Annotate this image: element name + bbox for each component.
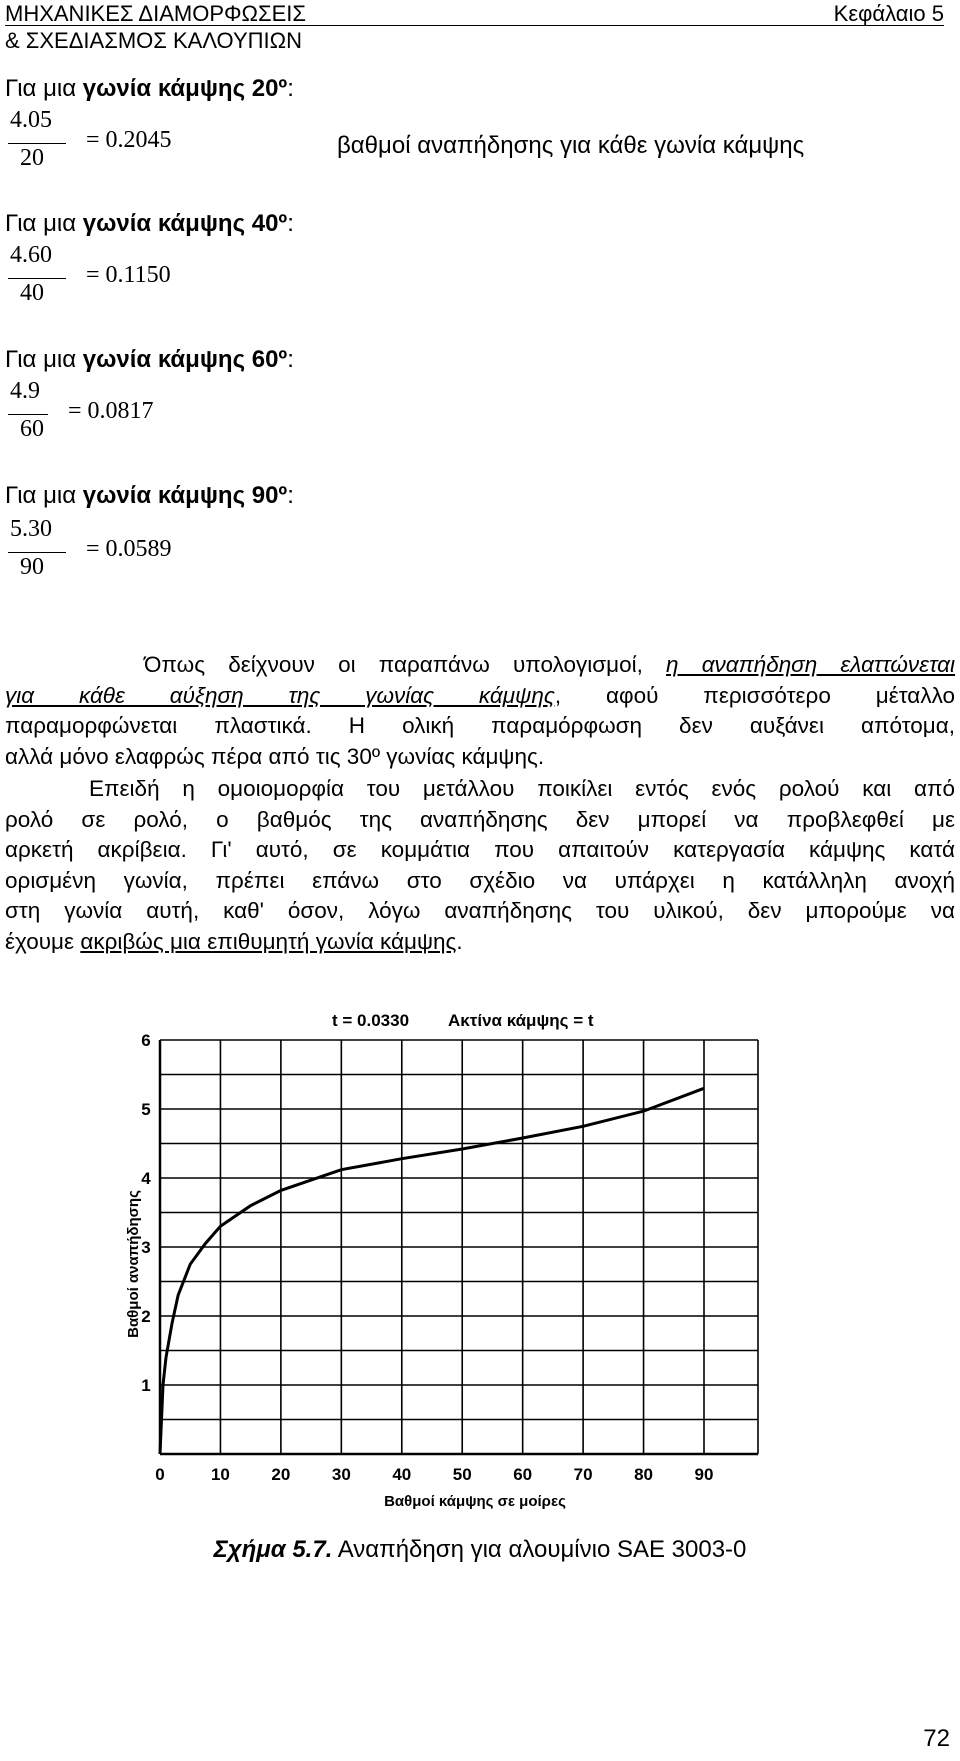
- fraction-numerator: 4.60: [10, 242, 52, 268]
- chart-title-right: Ακτίνα κάμψης = t: [448, 1011, 594, 1030]
- y-tick-label: 2: [141, 1307, 151, 1326]
- chart-x-axis-label: Βαθμοί κάμψης σε μοίρες: [384, 1493, 566, 1510]
- paragraph-line: [5, 650, 955, 681]
- header-rule: [5, 25, 944, 26]
- fraction-numerator: 4.9: [10, 378, 40, 404]
- text-run: έχουμε: [5, 928, 81, 954]
- angle-bold: γωνία κάμψης 60º: [82, 346, 288, 373]
- caption-text: Αναπήδηση για αλουμίνιο SAE 3003-0: [332, 1536, 747, 1563]
- y-tick-label: 4: [141, 1169, 151, 1188]
- angle-suffix: :: [287, 210, 294, 237]
- angle-line-40: [5, 209, 294, 239]
- text-run: .: [456, 928, 463, 954]
- fraction-numerator: 4.05: [10, 107, 52, 133]
- fraction-denominator: 20: [20, 145, 44, 171]
- paragraph-line: Επειδή η ομοιομορφία του μετάλλου ποικίλει εντός ενός ρολού και από: [89, 776, 955, 801]
- angle-bold: γωνία κάμψης 90º: [82, 482, 288, 509]
- angle-prefix: Για μια: [5, 346, 83, 373]
- page-number: 72: [923, 1725, 950, 1752]
- y-tick-label: 3: [141, 1238, 151, 1257]
- angle-line-60: [5, 345, 294, 375]
- angle-bold: γωνία κάμψης 40º: [82, 210, 288, 237]
- header-title-line2: & ΣΧΕΔΙΑΣΜΟΣ ΚΑΛΟΥΠΙΩΝ: [5, 28, 302, 53]
- header-chapter: Κεφάλαιο 5: [833, 1, 944, 26]
- header-title-line1: ΜΗΧΑΝΙΚΕΣ ΔΙΑΜΟΡΦΩΣΕΙΣ: [5, 1, 306, 26]
- x-tick-label: 70: [573, 1465, 593, 1484]
- paragraph-line: αρκετή ακρίβεια. Γι' αυτό, σε κομμάτια που απαιτούν κατεργασία κάμψης κατά: [5, 837, 955, 863]
- y-tick-label: 5: [141, 1100, 151, 1119]
- fraction-result: = 0.0817: [68, 398, 154, 424]
- emphasis-text: για κάθε αύξηση της γωνίας κάμψης: [5, 682, 555, 708]
- fraction-denominator: 40: [20, 280, 44, 306]
- paragraph-tolerance: [5, 774, 955, 958]
- x-tick-label: 50: [452, 1465, 472, 1484]
- y-tick-label: 1: [141, 1376, 151, 1395]
- paragraph-line: ορισμένη γωνία, πρέπει επάνω στο σχέδιο να υπάρχει η κατάλληλη ανοχή: [5, 867, 955, 893]
- angle-bold: γωνία κάμψης 20º: [82, 75, 288, 102]
- paragraph-line: αλλά μόνο ελαφρώς πέρα από τις 30º γωνίας κάμψης.: [5, 743, 545, 769]
- x-tick-label: 10: [210, 1465, 230, 1484]
- angle-line-90: [5, 481, 294, 511]
- fraction-denominator: 60: [20, 416, 44, 442]
- x-tick-label: 60: [513, 1465, 533, 1484]
- x-tick-label: 20: [271, 1465, 291, 1484]
- caption-label: Σχήμα 5.7.: [213, 1536, 333, 1563]
- fraction-numerator: 5.30: [10, 516, 52, 542]
- angle-prefix: Για μια: [5, 210, 83, 237]
- chart-svg: [100, 996, 800, 1516]
- angle-suffix: :: [287, 75, 294, 102]
- angle-line-20: [5, 74, 294, 104]
- emphasis-text: η αναπήδηση ελαττώνεται: [666, 652, 955, 677]
- paragraph-line: [5, 681, 955, 712]
- paragraph-springback-decrease: [5, 650, 955, 772]
- x-tick-label: 40: [392, 1465, 412, 1484]
- underlined-text: ακριβώς μια επιθυμητή γωνία κάμψης: [80, 928, 457, 954]
- paragraph-line: στη γωνία αυτή, καθ' όσον, λόγω αναπήδησης του υλικού, δεν μπορούμε να: [5, 898, 955, 924]
- header-title: [5, 0, 306, 54]
- paragraph-line: παραμορφώνεται πλαστικά. Η ολική παραμόρφωση δεν αυξάνει απότομα,: [5, 713, 955, 739]
- y-tick-label: 6: [141, 1031, 151, 1050]
- fraction-denominator: 90: [20, 554, 44, 580]
- angle-suffix: :: [287, 346, 294, 373]
- x-tick-label: 90: [694, 1465, 714, 1484]
- fraction-result: = 0.1150: [86, 262, 171, 288]
- side-note: βαθμοί αναπήδησης για κάθε γωνία κάμψης: [337, 132, 805, 159]
- chart-title: t = 0.0330: [332, 1011, 410, 1030]
- paragraph-line: [5, 927, 955, 958]
- chart-ticks: [141, 1031, 713, 1484]
- paragraph-line: ρολό σε ρολό, ο βαθμός της αναπήδησης δεν μπορεί να προβλεφθεί με: [5, 806, 955, 832]
- x-tick-label: 80: [634, 1465, 654, 1484]
- fraction-result: = 0.2045: [86, 127, 172, 153]
- fraction-result: = 0.0589: [86, 536, 172, 562]
- angle-suffix: :: [287, 482, 294, 509]
- figure-caption: [0, 1535, 960, 1565]
- text-run: , αφού περισσότερο μέταλλο: [554, 682, 955, 708]
- angle-prefix: Για μια: [5, 482, 83, 509]
- text-run: Όπως δείχνουν οι παραπάνω υπολογισμοί,: [144, 652, 667, 677]
- angle-prefix: Για μια: [5, 75, 83, 102]
- chart-y-axis-label: Βαθμοί αναπήδησης: [125, 1190, 142, 1338]
- x-tick-label: 30: [331, 1465, 351, 1484]
- springback-chart: [100, 996, 800, 1516]
- x-tick-label: 0: [155, 1465, 165, 1484]
